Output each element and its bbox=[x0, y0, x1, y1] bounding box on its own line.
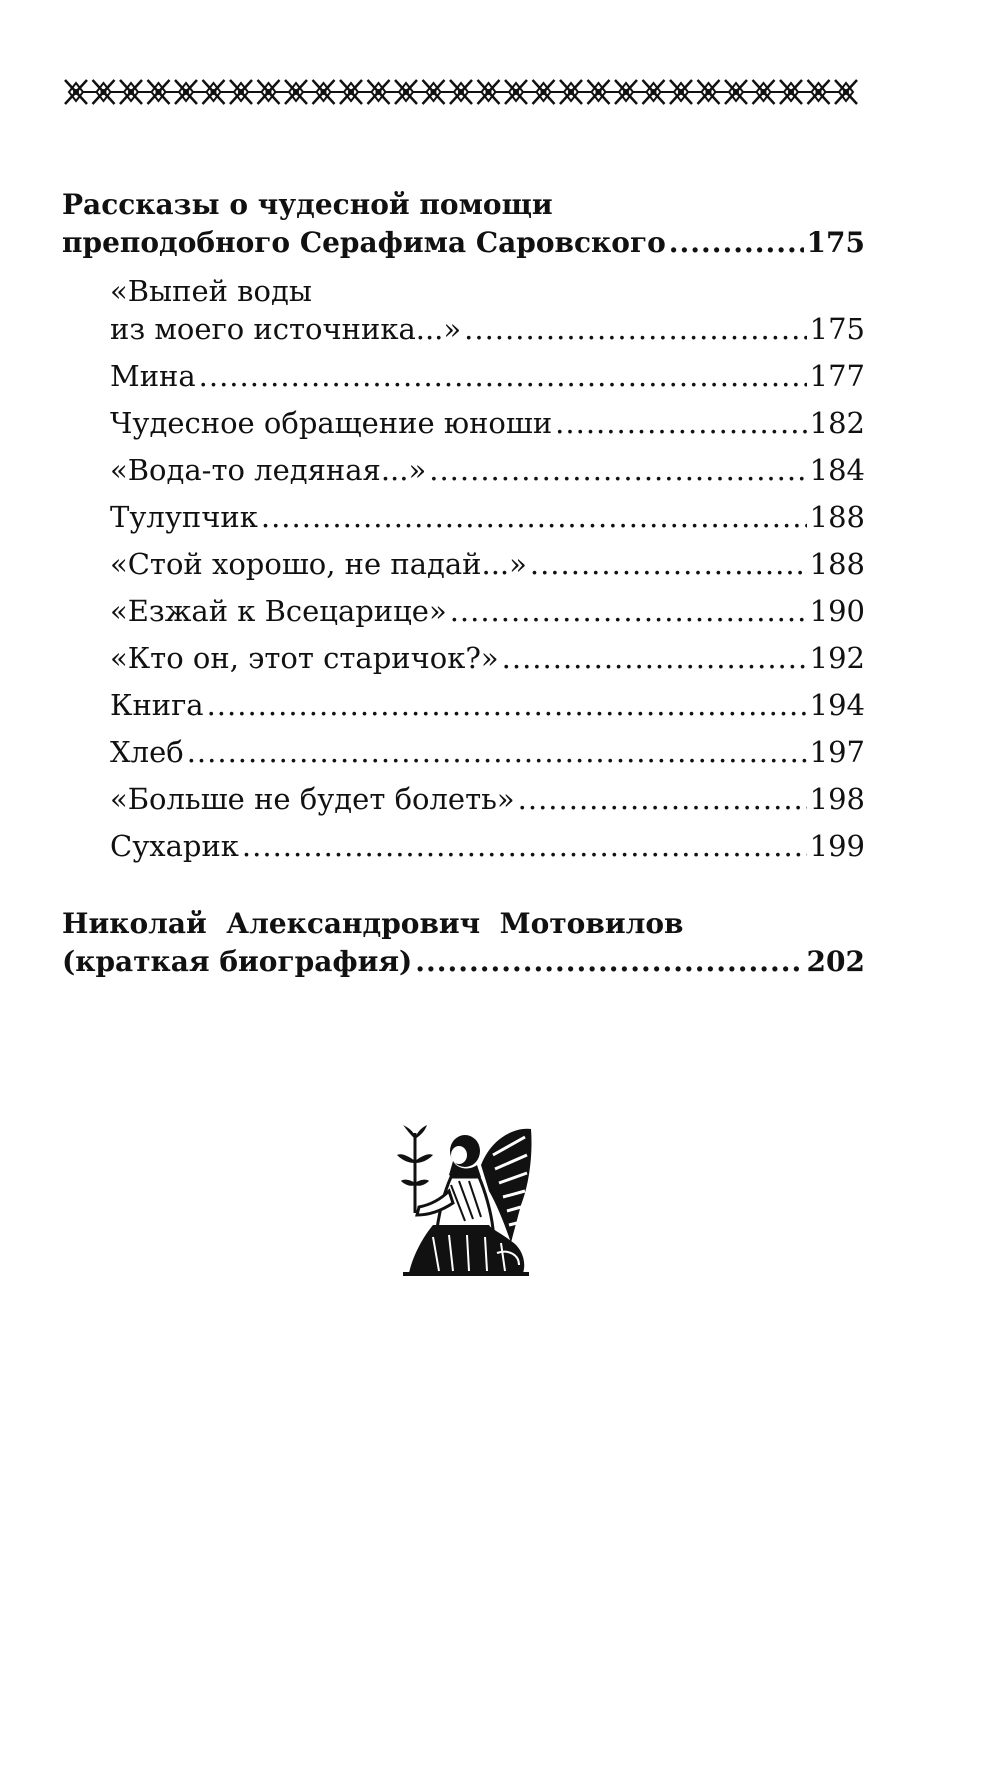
ornament-motif bbox=[560, 80, 592, 104]
dot-leader bbox=[415, 943, 803, 981]
ornament-motif bbox=[588, 80, 620, 104]
ornament-motif bbox=[725, 80, 757, 104]
section-title-line bbox=[62, 943, 865, 981]
page-number: 194 bbox=[809, 688, 865, 722]
toc-entry bbox=[110, 498, 865, 536]
entry-title: «Езжай к Всецарице» bbox=[110, 594, 447, 628]
toc-entry bbox=[110, 639, 865, 677]
entry-title: «Выпей воды bbox=[110, 274, 312, 308]
toc-entry bbox=[110, 827, 865, 865]
toc-entry bbox=[110, 733, 865, 771]
dot-leader bbox=[555, 404, 806, 442]
entry-title: Чудесное обращение юноши bbox=[110, 406, 553, 440]
section-title: Рассказы о чудесной помощи bbox=[62, 188, 553, 221]
entry-title: «Кто он, этот старичок?» bbox=[110, 641, 499, 675]
ornament-motif bbox=[203, 80, 235, 104]
entry-title: Хлеб bbox=[110, 735, 184, 769]
ornament-motif bbox=[395, 80, 427, 104]
dot-leader bbox=[450, 592, 807, 630]
entry-title: Книга bbox=[110, 688, 204, 722]
section-title-text: (краткая биография) bbox=[62, 945, 413, 978]
entry-title: «Вода-то ледяная...» bbox=[110, 453, 427, 487]
page-number: 184 bbox=[809, 453, 865, 487]
page-number: 188 bbox=[809, 500, 865, 534]
ornament-motif bbox=[65, 80, 97, 104]
ornament-motif bbox=[670, 80, 702, 104]
toc-section bbox=[62, 905, 865, 981]
dot-leader bbox=[502, 639, 807, 677]
ornament-motif bbox=[120, 80, 152, 104]
dot-leader bbox=[429, 451, 806, 489]
kneeling-angel-with-lily-icon bbox=[393, 1125, 536, 1277]
page-number: 175 bbox=[806, 226, 865, 259]
page-number: 198 bbox=[809, 782, 865, 816]
ornament-motif bbox=[615, 80, 647, 104]
dot-leader bbox=[518, 780, 807, 818]
ornament-motif bbox=[423, 80, 455, 104]
page-number: 202 bbox=[806, 945, 865, 978]
ornament-motif bbox=[450, 80, 482, 104]
dot-leader bbox=[207, 686, 807, 724]
entry-title: «Больше не будет болеть» bbox=[110, 782, 515, 816]
ornament-motif bbox=[230, 80, 262, 104]
page-number: 177 bbox=[809, 359, 865, 393]
page-number: 175 bbox=[809, 312, 865, 346]
toc-entry bbox=[110, 686, 865, 724]
ornament-motif bbox=[505, 80, 537, 104]
page-number: 182 bbox=[809, 406, 865, 440]
ornament-motif bbox=[368, 80, 400, 104]
ornament-motif bbox=[478, 80, 510, 104]
section-title: Николай Александрович Мотовилов bbox=[62, 907, 684, 940]
dot-leader bbox=[199, 357, 807, 395]
toc-entry bbox=[110, 404, 865, 442]
border-ornament bbox=[62, 72, 868, 112]
page-number: 190 bbox=[809, 594, 865, 628]
table-of-contents bbox=[62, 186, 865, 981]
toc-entry bbox=[110, 592, 865, 630]
section-title-line bbox=[62, 224, 865, 262]
page-number: 199 bbox=[809, 829, 865, 863]
page-number: 197 bbox=[809, 735, 865, 769]
toc-entry bbox=[110, 357, 865, 395]
toc-entry bbox=[110, 451, 865, 489]
ornament-motif bbox=[93, 80, 125, 104]
ornament-motif bbox=[533, 80, 565, 104]
page-number: 188 bbox=[809, 547, 865, 581]
dot-leader bbox=[669, 224, 804, 262]
entry-title-text: из моего источника...» bbox=[110, 312, 462, 346]
ornament-motif bbox=[285, 80, 317, 104]
toc-entry bbox=[110, 545, 865, 583]
ornament-motif bbox=[340, 80, 372, 104]
ornament-motif bbox=[753, 80, 785, 104]
ornament-motif bbox=[313, 80, 345, 104]
ornament-motif bbox=[175, 80, 207, 104]
entry-title: Мина bbox=[110, 359, 196, 393]
ornament-motif bbox=[698, 80, 730, 104]
ornament-motif bbox=[258, 80, 290, 104]
section-title-text: преподобного Серафима Саровского bbox=[62, 226, 666, 259]
entry-title: «Стой хорошо, не падай...» bbox=[110, 547, 527, 581]
toc-entry bbox=[110, 272, 865, 348]
entry-title: Тулупчик bbox=[110, 500, 258, 534]
ornament-motif bbox=[808, 80, 840, 104]
dot-leader bbox=[530, 545, 807, 583]
entry-title: Сухарик bbox=[110, 829, 239, 863]
toc-entry bbox=[110, 780, 865, 818]
dot-leader bbox=[261, 498, 807, 536]
dot-leader bbox=[464, 310, 807, 348]
ornament-motif bbox=[643, 80, 675, 104]
dot-leader bbox=[242, 827, 807, 865]
dot-leader bbox=[187, 733, 807, 771]
page-number: 192 bbox=[809, 641, 865, 675]
ornament-motif bbox=[148, 80, 180, 104]
ornament-motif bbox=[780, 80, 812, 104]
ornament-motif bbox=[835, 80, 857, 104]
toc-section bbox=[62, 186, 865, 262]
